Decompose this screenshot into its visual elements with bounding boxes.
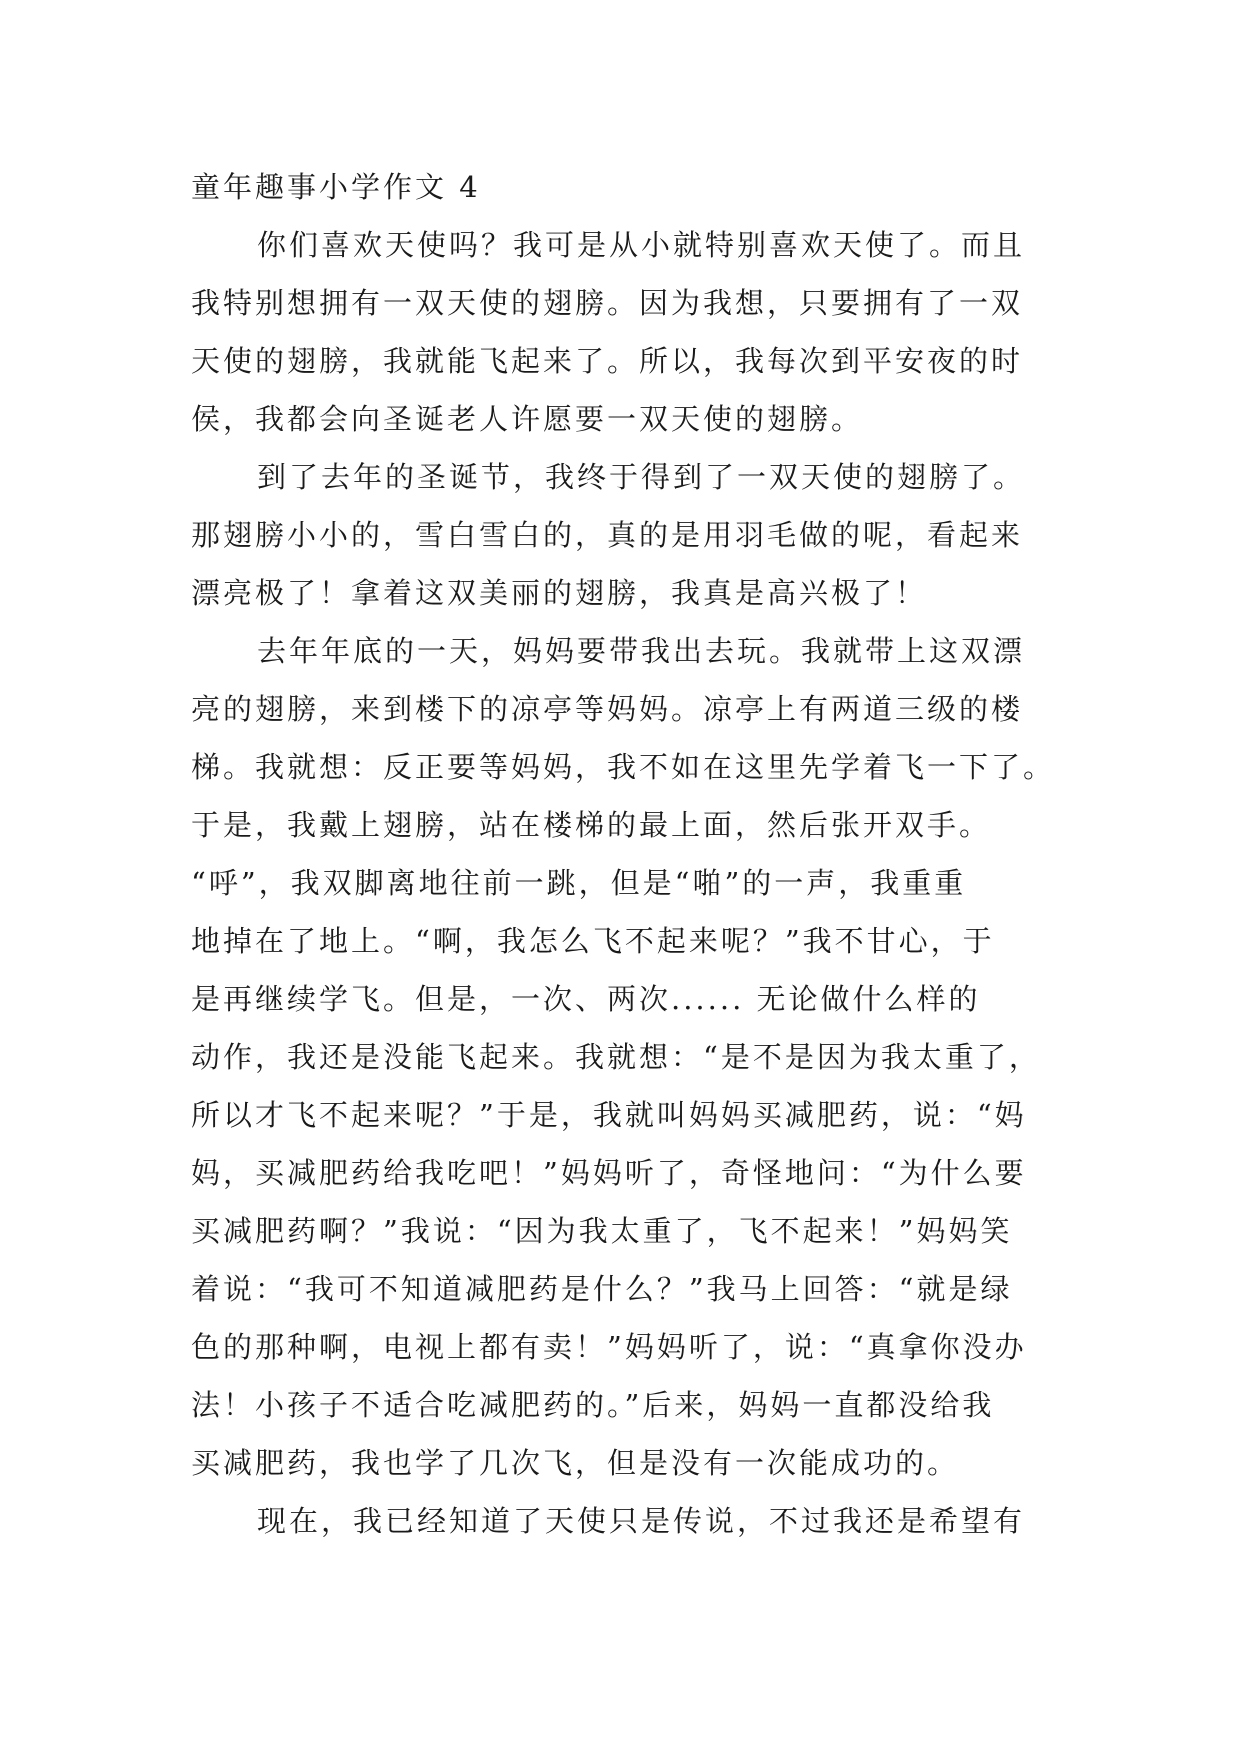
document-title: 童年趣事小学作文 4 [191, 170, 481, 204]
paragraph-4 [191, 1492, 1071, 1550]
text-line: 梯。我就想：反正要等妈妈，我不如在这里先学着飞一下了。 [191, 750, 1056, 784]
text-line: 于是，我戴上翅膀，站在楼梯的最上面，然后张开双手。 [191, 808, 992, 842]
text-line: 色的那种啊，电视上都有卖！”妈妈听了，说：“真拿你没办 [191, 1330, 1027, 1364]
text-line: 天使的翅膀，我就能飞起来了。所以，我每次到平安夜的时 [191, 344, 1024, 378]
text-line: 漂亮极了！拿着这双美丽的翅膀，我真是高兴极了！ [191, 576, 928, 610]
text-line: 侯，我都会向圣诞老人许愿要一双天使的翅膀。 [191, 402, 864, 436]
text-line: 你们喜欢天使吗？我可是从小就特别喜欢天使了。而且 [257, 228, 1026, 262]
paragraph-1 [191, 216, 1071, 448]
text-line: 买减肥药，我也学了几次飞，但是没有一次能成功的。 [191, 1446, 960, 1480]
text-line: “呼”，我双脚离地往前一跳，但是“啪”的一声，我重重 [191, 866, 967, 900]
text-line: 我特别想拥有一双天使的翅膀。因为我想，只要拥有了一双 [191, 286, 1024, 320]
text-line: 到了去年的圣诞节，我终于得到了一双天使的翅膀了。 [257, 460, 1026, 494]
text-line: 是再继续学飞。但是，一次、两次...... 无论做什么样的 [191, 982, 981, 1016]
paragraph-2 [191, 448, 1071, 622]
text-line: 亮的翅膀，来到楼下的凉亭等妈妈。凉亭上有两道三级的楼 [191, 692, 1024, 726]
text-line: 买减肥药啊？”我说：“因为我太重了，飞不起来！”妈妈笑 [191, 1214, 1013, 1248]
document-body [191, 158, 1071, 1550]
text-line: 现在，我已经知道了天使只是传说，不过我还是希望有 [257, 1504, 1026, 1538]
text-line: 着说：“我可不知道减肥药是什么？”我马上回答：“就是绿 [191, 1272, 1013, 1306]
text-line: 所以才飞不起来呢？”于是，我就叫妈妈买减肥药，说：“妈 [191, 1098, 1027, 1132]
text-line: 法！小孩子不适合吃减肥药的。”后来，妈妈一直都没给我 [191, 1388, 995, 1422]
paragraph-3 [191, 622, 1071, 1492]
text-line: 去年年底的一天，妈妈要带我出去玩。我就带上这双漂 [257, 634, 1026, 668]
text-line: 妈，买减肥药给我吃吧！”妈妈听了，奇怪地问：“为什么要 [191, 1156, 1027, 1190]
text-line: 那翅膀小小的，雪白雪白的，真的是用羽毛做的呢，看起来 [191, 518, 1024, 552]
text-line: 地掉在了地上。“啊，我怎么飞不起来呢？”我不甘心，于 [191, 924, 995, 958]
text-line: 动作，我还是没能飞起来。我就想：“是不是因为我太重了， [191, 1040, 1041, 1074]
